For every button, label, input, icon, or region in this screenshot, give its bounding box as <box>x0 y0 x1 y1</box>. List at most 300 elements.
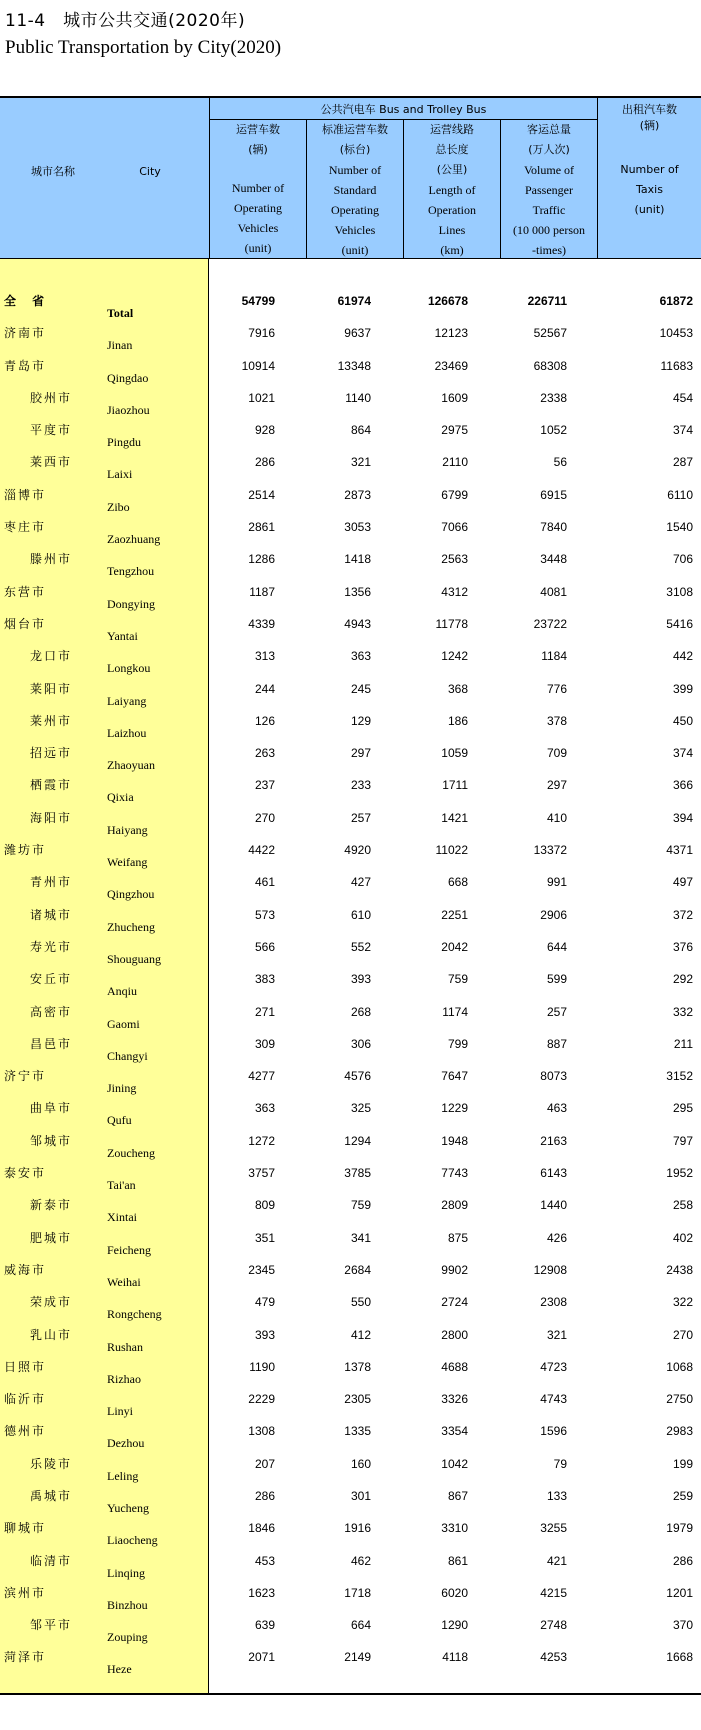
operating-vehicles-cell: 928 <box>254 423 275 438</box>
taxis-cell: 372 <box>672 907 693 922</box>
city-name-english: Shouguang <box>107 951 161 966</box>
operating-vehicles-cell: 4339 <box>248 616 275 631</box>
passenger-volume-cell: 1184 <box>541 649 567 664</box>
line-length-cell: 2724 <box>441 1295 468 1310</box>
city-name-english: Linyi <box>107 1404 133 1419</box>
table-row <box>0 1647 701 1679</box>
city-name-english: Qingzhou <box>107 887 155 902</box>
passenger-volume-cell: 421 <box>546 1553 567 1568</box>
city-name-chinese: 潍坊市 <box>4 843 47 858</box>
header-divider <box>500 119 501 259</box>
standard-vehicles-cell: 233 <box>350 778 371 793</box>
standard-vehicles-cell: 268 <box>350 1004 371 1019</box>
city-name-english: Qingdao <box>107 370 149 385</box>
header-divider <box>597 98 598 259</box>
table-bottom-rule <box>0 1693 701 1695</box>
passenger-volume-cell: 991 <box>546 875 567 890</box>
passenger-volume-cell: 4215 <box>540 1585 567 1600</box>
passenger-volume-cell: 709 <box>546 746 567 761</box>
passenger-volume-cell: 68308 <box>533 358 567 373</box>
city-name-english: Zibo <box>107 499 130 514</box>
line-length-cell: 1421 <box>441 810 468 825</box>
taxis-cell: 376 <box>672 939 693 954</box>
city-name-chinese: 乳山市 <box>30 1327 73 1342</box>
city-name-english: Heze <box>107 1662 132 1677</box>
passenger-volume-cell: 226711 <box>527 294 567 308</box>
standard-vehicles-cell: 1378 <box>344 1359 371 1374</box>
city-name-chinese: 招远市 <box>30 746 73 761</box>
operating-vehicles-cell: 1846 <box>248 1521 275 1536</box>
operating-vehicles-cell: 4277 <box>248 1069 275 1084</box>
standard-vehicles-cell: 550 <box>350 1295 371 1310</box>
standard-vehicles-cell: 325 <box>350 1101 371 1116</box>
passenger-volume-cell: 4253 <box>540 1650 567 1665</box>
city-name-english: Binzhou <box>107 1597 148 1612</box>
line-length-cell: 1059 <box>441 746 468 761</box>
city-name-chinese: 曲阜市 <box>30 1101 73 1116</box>
passenger-volume-cell: 7840 <box>540 520 567 535</box>
standard-vehicles-cell: 9637 <box>344 326 371 341</box>
city-name-english: Rizhao <box>107 1371 141 1386</box>
city-header-chinese: 城市名称 <box>31 165 75 178</box>
city-name-chinese: 乐陵市 <box>30 1456 73 1471</box>
taxis-cell: 370 <box>672 1618 693 1633</box>
operating-vehicles-cell: 7916 <box>248 326 275 341</box>
passenger-volume-cell: 644 <box>546 939 567 954</box>
operating-vehicles-cell: 363 <box>254 1101 275 1116</box>
city-name-english: Total <box>107 306 134 320</box>
passenger-volume-cell: 23722 <box>533 616 567 631</box>
operating-vehicles-cell: 573 <box>254 907 275 922</box>
operating-vehicles-cell: 1308 <box>248 1424 275 1439</box>
table-row <box>0 1195 701 1227</box>
operating-vehicles-cell: 1187 <box>249 584 275 599</box>
standard-vehicles-cell: 1294 <box>344 1133 371 1148</box>
table-title-chinese: 11-4 城市公共交通(2020年) <box>5 11 246 31</box>
table-row <box>0 775 701 807</box>
passenger-volume-cell: 426 <box>546 1230 567 1245</box>
passenger-volume-cell: 1596 <box>540 1424 567 1439</box>
city-name-chinese: 安丘市 <box>30 972 73 987</box>
table-row <box>0 711 701 743</box>
standard-vehicles-cell: 864 <box>350 423 371 438</box>
table-row <box>0 1518 701 1550</box>
line-length-cell: 2251 <box>441 907 468 922</box>
passenger-volume-cell: 12908 <box>533 1262 567 1277</box>
standard-vehicles-cell: 13348 <box>337 358 371 373</box>
table-row <box>0 646 701 678</box>
operating-vehicles-cell: 2071 <box>248 1650 275 1665</box>
city-name-english: Jinan <box>107 338 133 353</box>
passenger-volume-cell: 3448 <box>540 552 567 567</box>
standard-vehicles-cell: 2873 <box>344 487 371 502</box>
operating-vehicles-cell: 809 <box>254 1198 275 1213</box>
passenger-volume-cell: 410 <box>546 810 567 825</box>
line-length-cell: 7743 <box>441 1166 468 1181</box>
standard-vehicles-cell: 301 <box>350 1488 371 1503</box>
passenger-volume-cell: 6143 <box>540 1166 567 1181</box>
passenger-volume-cell: 321 <box>546 1327 567 1342</box>
taxis-cell: 706 <box>672 552 693 567</box>
passenger-volume-cell: 257 <box>546 1004 567 1019</box>
table-row <box>0 452 701 484</box>
taxis-cell: 2750 <box>666 1392 693 1407</box>
operating-vehicles-cell: 309 <box>254 1036 275 1051</box>
line-length-cell: 368 <box>447 681 468 696</box>
line-length-cell: 3310 <box>441 1521 468 1536</box>
city-name-english: Dezhou <box>107 1436 145 1451</box>
city-name-chinese: 诸城市 <box>30 907 73 922</box>
standard-vehicles-cell: 341 <box>350 1230 371 1245</box>
table-row <box>0 582 701 614</box>
city-name-english: Rushan <box>107 1339 143 1354</box>
line-length-cell: 11778 <box>435 616 468 631</box>
city-name-english: Laixi <box>107 467 133 482</box>
operating-vehicles-cell: 453 <box>254 1553 275 1568</box>
table-row <box>0 1260 701 1292</box>
table-row <box>0 743 701 775</box>
table-row <box>0 1098 701 1130</box>
standard-vehicles-cell: 61974 <box>337 294 371 308</box>
passenger-volume-cell: 4723 <box>540 1359 567 1374</box>
taxis-cell: 1979 <box>666 1521 693 1536</box>
passenger-volume-cell: 4743 <box>540 1392 567 1407</box>
line-length-cell: 126678 <box>427 294 468 308</box>
operating-vehicles-cell: 263 <box>254 746 275 761</box>
standard-vehicles-cell: 462 <box>350 1553 371 1568</box>
line-length-cell: 2563 <box>441 552 468 567</box>
taxi-english-header: Number of Taxis (unit) <box>620 163 679 216</box>
city-name-chinese: 高密市 <box>30 1004 73 1019</box>
city-name-chinese: 青岛市 <box>4 358 47 373</box>
table-row <box>0 679 701 711</box>
table-row <box>0 614 701 646</box>
table-row <box>0 1163 701 1195</box>
city-name-english: Dongying <box>107 596 155 611</box>
city-name-english: Xintai <box>107 1210 137 1225</box>
taxis-cell: 11683 <box>660 358 693 373</box>
city-name-chinese: 新泰市 <box>30 1198 73 1213</box>
line-length-cell: 7066 <box>441 520 468 535</box>
line-length-cell: 1229 <box>441 1101 468 1116</box>
city-name-chinese: 泰安市 <box>4 1166 47 1181</box>
taxis-cell: 454 <box>672 390 693 405</box>
line-length-cell: 1242 <box>441 649 468 664</box>
table-row <box>0 937 701 969</box>
standard-vehicles-cell: 412 <box>350 1327 371 1342</box>
table-row <box>0 808 701 840</box>
standard-vehicles-cell: 4920 <box>344 843 371 858</box>
taxis-cell: 286 <box>672 1553 693 1568</box>
city-name-chinese: 邹平市 <box>30 1618 73 1633</box>
city-name-english: Qufu <box>107 1113 132 1128</box>
operating-vehicles-cell: 1286 <box>248 552 275 567</box>
city-name-chinese: 威海市 <box>4 1262 47 1277</box>
operating-vehicles-cell: 270 <box>254 810 275 825</box>
taxi-group-header: 出租汽车数 <box>622 103 677 116</box>
city-name-english: Jining <box>107 1081 137 1096</box>
operating-vehicles-cell: 3757 <box>248 1166 275 1181</box>
operating-vehicles-cell: 286 <box>254 1488 275 1503</box>
passenger-volume-cell: 13372 <box>533 843 567 858</box>
standard-vehicles-cell: 160 <box>350 1456 371 1471</box>
taxi-unit-header: (辆) <box>639 119 660 132</box>
city-name-english: Weihai <box>107 1274 141 1289</box>
operating-vehicles-cell: 1272 <box>248 1133 275 1148</box>
table-row <box>0 323 701 355</box>
taxis-cell: 1668 <box>666 1650 693 1665</box>
line-length-cell: 2975 <box>441 423 468 438</box>
city-name-english: Tengzhou <box>107 564 155 579</box>
passenger-volume-cell: 599 <box>546 972 567 987</box>
standard-vehicles-cell: 1356 <box>344 584 371 599</box>
taxis-cell: 5416 <box>666 616 693 631</box>
city-name-chinese: 青州市 <box>30 875 73 890</box>
operating-vehicles-cell: 207 <box>254 1456 275 1471</box>
city-name-chinese: 济南市 <box>4 326 47 341</box>
line-length-cell: 1290 <box>441 1618 468 1633</box>
operating-vehicles-cell: 237 <box>254 778 275 793</box>
city-name-chinese: 莱西市 <box>30 455 73 470</box>
city-name-chinese: 滨州市 <box>4 1585 47 1600</box>
city-name-english: Haiyang <box>107 822 148 837</box>
city-name-english: Zaozhuang <box>107 532 161 547</box>
line-length-cell: 799 <box>447 1036 468 1051</box>
city-name-chinese: 烟台市 <box>4 616 47 631</box>
passenger-volume-cell: 56 <box>553 455 567 470</box>
standard-vehicles-cell: 257 <box>350 810 371 825</box>
taxis-cell: 497 <box>672 875 693 890</box>
passenger-volume-cell: 6915 <box>540 487 567 502</box>
operating-vehicles-cell: 244 <box>254 681 275 696</box>
line-length-cell: 867 <box>447 1488 468 1503</box>
taxis-cell: 450 <box>672 713 693 728</box>
city-name-english: Gaomi <box>107 1016 140 1031</box>
city-name-chinese: 荣成市 <box>30 1295 73 1310</box>
standard-vehicles-cell: 610 <box>350 907 371 922</box>
city-name-english: Longkou <box>107 661 151 676</box>
table-body <box>0 291 701 1680</box>
city-name-english: Tai'an <box>107 1178 136 1193</box>
col-header-passenger-volume: 客运总量 (万人次) Volume of Passenger Traffic (10 000 person -times) <box>513 123 585 257</box>
operating-vehicles-cell: 126 <box>254 713 275 728</box>
taxis-cell: 4371 <box>666 843 693 858</box>
city-name-english: Changyi <box>107 1048 148 1063</box>
taxis-cell: 295 <box>672 1101 693 1116</box>
city-name-english: Weifang <box>107 855 148 870</box>
passenger-volume-cell: 1440 <box>540 1198 567 1213</box>
table-row <box>0 1066 701 1098</box>
city-name-english: Feicheng <box>107 1242 151 1257</box>
city-name-chinese: 禹城市 <box>30 1488 73 1503</box>
standard-vehicles-cell: 664 <box>350 1618 371 1633</box>
taxis-cell: 394 <box>672 810 693 825</box>
operating-vehicles-cell: 54799 <box>241 294 275 308</box>
taxis-cell: 2438 <box>666 1262 693 1277</box>
operating-vehicles-cell: 313 <box>254 649 275 664</box>
line-length-cell: 1174 <box>442 1004 468 1019</box>
col-header-line-length: 运营线路 总长度 (公里) Length of Operation Lines (km) <box>428 123 476 257</box>
taxis-cell: 442 <box>672 649 693 664</box>
table-row <box>0 1002 701 1034</box>
line-length-cell: 6020 <box>441 1585 468 1600</box>
line-length-cell: 2809 <box>441 1198 468 1213</box>
city-name-chinese: 莱州市 <box>30 713 73 728</box>
passenger-volume-cell: 297 <box>546 778 567 793</box>
line-length-cell: 3326 <box>441 1392 468 1407</box>
city-name-chinese: 东营市 <box>4 584 47 599</box>
city-name-chinese: 邹城市 <box>30 1133 73 1148</box>
standard-vehicles-cell: 306 <box>350 1036 371 1051</box>
operating-vehicles-cell: 2345 <box>248 1262 275 1277</box>
passenger-volume-cell: 2906 <box>540 907 567 922</box>
line-length-cell: 1609 <box>441 390 468 405</box>
taxis-cell: 797 <box>672 1133 693 1148</box>
operating-vehicles-cell: 566 <box>254 939 275 954</box>
passenger-volume-cell: 2163 <box>540 1133 567 1148</box>
standard-vehicles-cell: 2149 <box>344 1650 371 1665</box>
city-name-chinese: 聊城市 <box>4 1521 47 1536</box>
operating-vehicles-cell: 1623 <box>248 1585 275 1600</box>
operating-vehicles-cell: 351 <box>254 1230 275 1245</box>
line-length-cell: 7647 <box>441 1069 468 1084</box>
city-name-chinese: 莱阳市 <box>30 681 73 696</box>
operating-vehicles-cell: 2861 <box>248 520 275 535</box>
city-name-english: Yucheng <box>107 1500 149 1515</box>
line-length-cell: 11022 <box>435 843 468 858</box>
table-row <box>0 517 701 549</box>
passenger-volume-cell: 3255 <box>540 1521 567 1536</box>
line-length-cell: 759 <box>447 972 468 987</box>
operating-vehicles-cell: 2229 <box>248 1392 275 1407</box>
operating-vehicles-cell: 1021 <box>248 390 275 405</box>
table-row <box>0 872 701 904</box>
passenger-volume-cell: 463 <box>546 1101 567 1116</box>
table-row <box>0 840 701 872</box>
taxis-cell: 199 <box>672 1456 693 1471</box>
passenger-volume-cell: 2748 <box>540 1618 567 1633</box>
passenger-volume-cell: 2338 <box>540 390 567 405</box>
taxis-cell: 270 <box>672 1327 693 1342</box>
city-name-chinese: 肥城市 <box>30 1230 73 1245</box>
line-length-cell: 4688 <box>441 1359 468 1374</box>
table-row <box>0 1034 701 1066</box>
taxis-cell: 1068 <box>666 1359 693 1374</box>
table-row <box>0 1357 701 1389</box>
table-row <box>0 291 701 323</box>
operating-vehicles-cell: 4422 <box>248 843 275 858</box>
city-name-chinese: 枣庄市 <box>4 520 47 535</box>
table-row <box>0 1325 701 1357</box>
city-name-chinese: 寿光市 <box>30 939 73 954</box>
standard-vehicles-cell: 4576 <box>344 1069 371 1084</box>
passenger-volume-cell: 52567 <box>533 326 567 341</box>
operating-vehicles-cell: 479 <box>254 1295 275 1310</box>
standard-vehicles-cell: 1718 <box>344 1585 371 1600</box>
header-divider <box>403 119 404 259</box>
passenger-volume-cell: 133 <box>546 1488 567 1503</box>
standard-vehicles-cell: 393 <box>350 972 371 987</box>
line-length-cell: 3354 <box>441 1424 468 1439</box>
standard-vehicles-cell: 321 <box>350 455 371 470</box>
table-row <box>0 388 701 420</box>
city-name-chinese: 淄博市 <box>4 487 47 502</box>
city-name-chinese: 栖霞市 <box>30 778 73 793</box>
table-row <box>0 549 701 581</box>
table-row <box>0 1389 701 1421</box>
city-name-english: Laiyang <box>107 693 147 708</box>
operating-vehicles-cell: 286 <box>254 455 275 470</box>
standard-vehicles-cell: 297 <box>350 746 371 761</box>
line-length-cell: 23469 <box>434 358 468 373</box>
standard-vehicles-cell: 1335 <box>344 1424 371 1439</box>
taxis-cell: 6110 <box>667 487 693 502</box>
taxis-cell: 322 <box>672 1295 693 1310</box>
line-length-cell: 1711 <box>442 778 468 793</box>
city-name-english: Jiaozhou <box>107 402 150 417</box>
table-row <box>0 1131 701 1163</box>
taxis-cell: 399 <box>672 681 693 696</box>
standard-vehicles-cell: 1140 <box>345 390 371 405</box>
city-name-chinese: 临沂市 <box>4 1392 47 1407</box>
line-length-cell: 4118 <box>442 1650 468 1665</box>
header-divider <box>209 98 210 259</box>
passenger-volume-cell: 887 <box>546 1036 567 1051</box>
table-row <box>0 905 701 937</box>
line-length-cell: 1042 <box>441 1456 468 1471</box>
city-name-chinese: 昌邑市 <box>30 1036 73 1051</box>
city-name-english: Zhucheng <box>107 919 155 934</box>
passenger-volume-cell: 8073 <box>540 1069 567 1084</box>
city-name-english: Yantai <box>107 628 138 643</box>
taxis-cell: 61872 <box>659 294 693 308</box>
standard-vehicles-cell: 129 <box>350 713 371 728</box>
table-row <box>0 1583 701 1615</box>
operating-vehicles-cell: 461 <box>254 875 275 890</box>
table-row <box>0 1292 701 1324</box>
taxis-cell: 2983 <box>666 1424 693 1439</box>
line-length-cell: 12123 <box>434 326 468 341</box>
city-header-english: City <box>139 165 161 178</box>
city-name-chinese: 德州市 <box>4 1424 47 1439</box>
standard-vehicles-cell: 2684 <box>344 1262 371 1277</box>
standard-vehicles-cell: 1916 <box>344 1521 371 1536</box>
standard-vehicles-cell: 245 <box>350 681 371 696</box>
city-name-chinese: 胶州市 <box>30 390 73 405</box>
city-name-english: Liaocheng <box>107 1533 158 1548</box>
standard-vehicles-cell: 4943 <box>344 616 371 631</box>
standard-vehicles-cell: 2305 <box>344 1392 371 1407</box>
line-length-cell: 2042 <box>441 939 468 954</box>
taxis-cell: 10453 <box>659 326 693 341</box>
line-length-cell: 668 <box>447 875 468 890</box>
line-length-cell: 4312 <box>441 584 468 599</box>
city-name-english: Anqiu <box>107 984 137 999</box>
table-row <box>0 1486 701 1518</box>
city-name-chinese: 龙口市 <box>30 649 73 664</box>
line-length-cell: 9902 <box>441 1262 468 1277</box>
taxis-cell: 332 <box>672 1004 693 1019</box>
city-name-chinese: 平度市 <box>30 423 73 438</box>
standard-vehicles-cell: 759 <box>350 1198 371 1213</box>
city-name-english: Zoucheng <box>107 1145 155 1160</box>
passenger-volume-cell: 1052 <box>540 423 567 438</box>
taxis-cell: 287 <box>672 455 693 470</box>
operating-vehicles-cell: 1190 <box>249 1359 275 1374</box>
operating-vehicles-cell: 393 <box>254 1327 275 1342</box>
table-row <box>0 1421 701 1453</box>
taxis-cell: 259 <box>672 1488 693 1503</box>
